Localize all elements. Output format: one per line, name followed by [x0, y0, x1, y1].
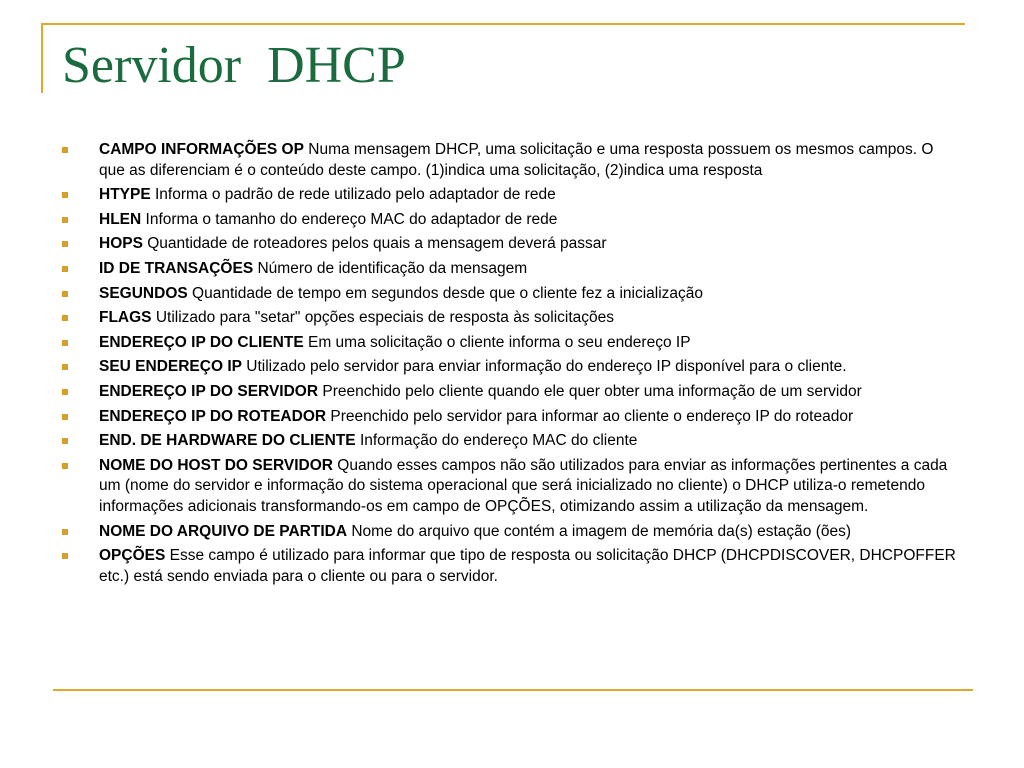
field-description: Número de identificação da mensagem	[257, 259, 528, 277]
field-description: Utilizado para "setar" opções especiais de resposta às solicitações	[155, 309, 615, 327]
field-description: Nome do arquivo que contém a imagem de memória da(s) estação (ões)	[351, 522, 852, 540]
field-term: END. DE HARDWARE DO CLIENTE	[99, 432, 356, 450]
field-description: Informa o tamanho do endereço MAC do adaptador de rede	[145, 210, 558, 228]
square-bullet-icon	[62, 217, 68, 223]
square-bullet-icon	[62, 553, 68, 559]
list-item	[0, 431, 1024, 452]
list-item	[0, 259, 1024, 280]
square-bullet-icon	[62, 266, 68, 272]
square-bullet-icon	[62, 315, 68, 321]
square-bullet-icon	[62, 389, 68, 395]
list-item	[0, 357, 1024, 378]
field-term: FLAGS	[99, 309, 152, 327]
field-term: ENDEREÇO IP DO CLIENTE	[99, 333, 304, 351]
field-description: Quantidade de tempo em segundos desde que o cliente fez a inicialização	[192, 284, 704, 302]
list-item	[0, 284, 1024, 305]
square-bullet-icon	[62, 241, 68, 247]
list-item	[0, 140, 1024, 181]
field-description: Preenchido pelo cliente quando ele quer obter uma informação de um servidor	[322, 382, 862, 400]
field-term: CAMPO INFORMAÇÕES OP	[99, 141, 304, 158]
square-bullet-icon	[62, 192, 68, 198]
field-list	[0, 140, 1024, 591]
field-term: ENDEREÇO IP DO ROTEADOR	[99, 407, 327, 425]
top-accent-line	[41, 23, 965, 25]
list-item	[0, 546, 1024, 587]
square-bullet-icon	[62, 364, 68, 370]
square-bullet-icon	[62, 291, 68, 297]
slide-title: Servidor DHCP	[62, 37, 406, 94]
field-description: Quantidade de roteadores pelos quais a mensagem deverá passar	[147, 235, 607, 253]
field-description: Em uma solicitação o cliente informa o seu endereço IP	[308, 333, 691, 351]
square-bullet-icon	[62, 438, 68, 444]
list-item	[0, 308, 1024, 329]
list-item	[0, 210, 1024, 231]
field-term: HOPS	[99, 235, 143, 253]
field-description: Informação do endereço MAC do cliente	[359, 432, 638, 450]
field-term: SEU ENDEREÇO IP	[99, 358, 242, 376]
field-term: NOME DO HOST DO SERVIDOR	[99, 456, 333, 474]
field-description: Numa mensagem DHCP, uma solicitação e uma resposta possuem os mesmos campos. O que as diferenciam é o conteúdo deste campo. (1)indica uma solicitação, (2)indica uma resposta	[99, 141, 934, 179]
field-term: OPÇÕES	[99, 547, 166, 565]
square-bullet-icon	[62, 529, 68, 535]
list-item	[0, 456, 1024, 518]
field-term: HTYPE	[99, 186, 151, 204]
square-bullet-icon	[62, 147, 68, 153]
field-term: ENDEREÇO IP DO SERVIDOR	[99, 382, 319, 400]
bottom-accent-line	[53, 689, 973, 691]
list-item	[0, 185, 1024, 206]
field-description: Utilizado pelo servidor para enviar informação do endereço IP disponível para o cliente.	[246, 358, 847, 376]
square-bullet-icon	[62, 414, 68, 420]
field-term: ID DE TRANSAÇÕES	[99, 259, 254, 277]
field-description: Esse campo é utilizado para informar que tipo de resposta ou solicitação DHCP (DHCPDISCOVER, DHCPOFFER etc.) está sendo enviada para o cliente ou para o servidor.	[99, 547, 956, 585]
field-description: Quando esses campos não são utilizados para enviar as informações pertinentes a cada um (nome do servidor e informação do sistema operacional que será inicializado no cliente) o DHCP utiliza-o remetendo informações adicionais transformando-os em campo de OPÇÕES, otimizando assim a utilização da mensagem.	[99, 456, 948, 515]
field-description: Preenchido pelo servidor para informar ao cliente o endereço IP do roteador	[330, 407, 854, 425]
field-term: NOME DO ARQUIVO DE PARTIDA	[99, 522, 348, 540]
field-term: HLEN	[99, 210, 142, 228]
list-item	[0, 407, 1024, 428]
field-term: SEGUNDOS	[99, 284, 188, 302]
list-item	[0, 522, 1024, 543]
field-description: Informa o padrão de rede utilizado pelo adaptador de rede	[155, 186, 556, 204]
square-bullet-icon	[62, 340, 68, 346]
list-item	[0, 333, 1024, 354]
list-item	[0, 382, 1024, 403]
square-bullet-icon	[62, 463, 68, 469]
left-accent-line	[41, 23, 43, 93]
list-item	[0, 234, 1024, 255]
